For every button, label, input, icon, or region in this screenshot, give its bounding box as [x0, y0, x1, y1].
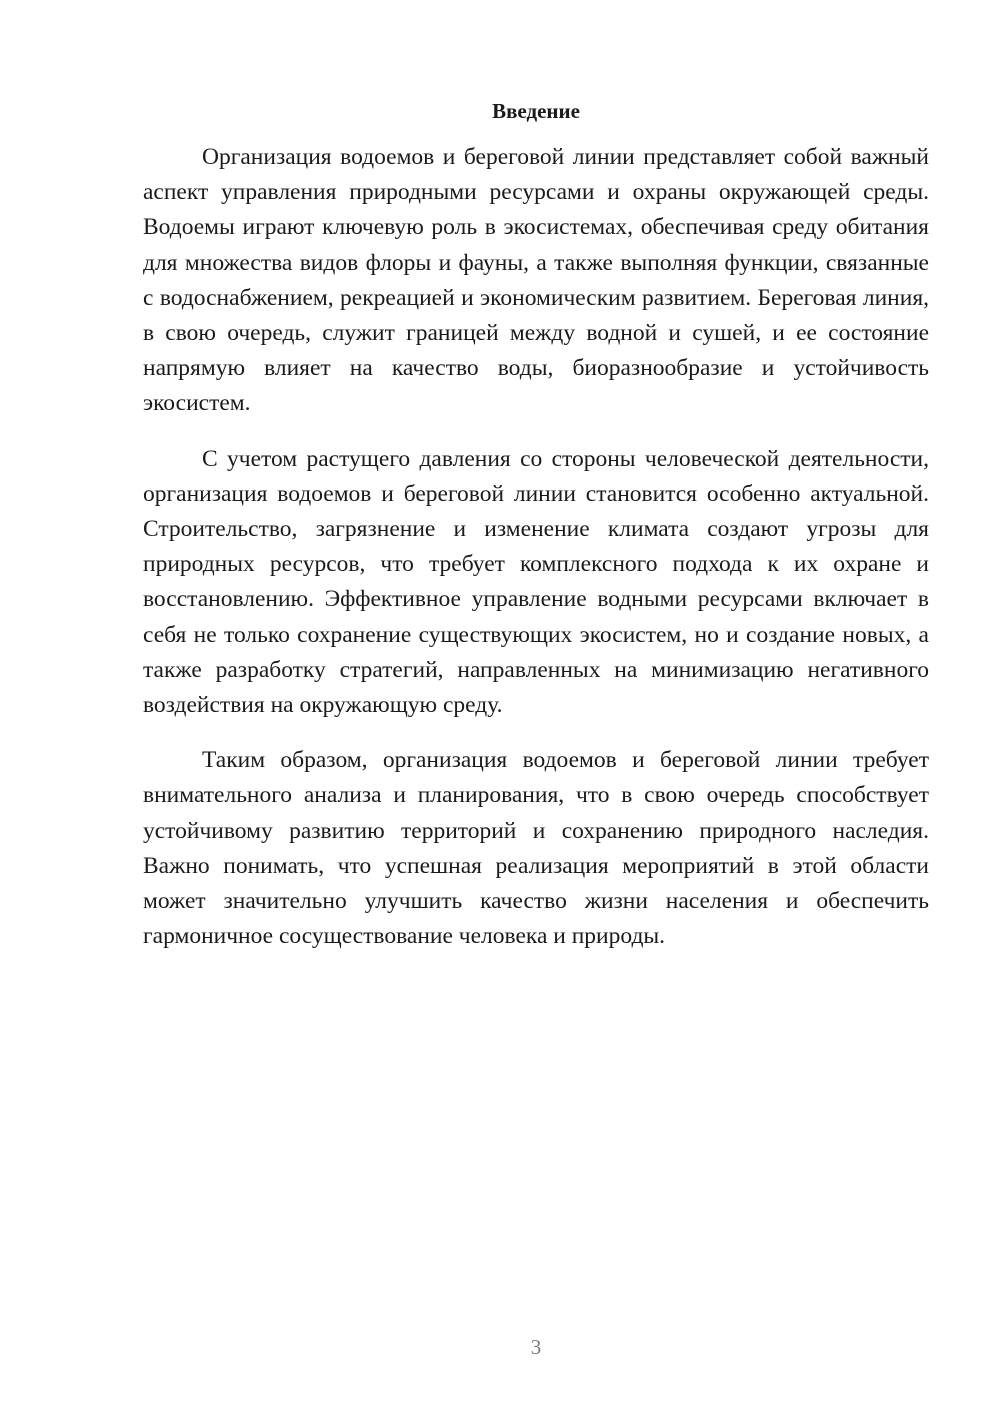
- paragraph-2: С учетом растущего давления со стороны человеческой деятельности, организация водоемов и береговой линии становится особенно актуальной. Строительство, загрязнение и изменение климата создают угрозы для природных ресурсов, что требует комплексного подхода к их охране и восстановлению. Эффективное управление водными ресурсами включает в себя не только сохранение существующих экосистем, но и создание новых, а также разработку стратегий, направленных на минимизацию негативного воздействия на окружающую среду.: [143, 445, 929, 719]
- paragraph-1: Организация водоемов и береговой линии представляет собой важный аспект управления природными ресурсами и охраны окружающей среды. Водоемы играют ключевую роль в экосистемах, обеспечивая среду обитания для множества видов флоры и фауны, а также выполняя функции, связанные с водоснабжением, рекреацией и экономическим развитием. Береговая линия, в свою очередь, служит границей между водной и сушей, и ее состояние напрямую влияет на качество воды, биоразнообразие и устойчивость экосистем.: [143, 144, 929, 417]
- body-text: [143, 140, 929, 974]
- section-heading: Введение: [492, 99, 580, 123]
- paragraph-3: Таким образом, организация водоемов и береговой линии требует внимательного анализа и планирования, что в свою очередь способствует устойчивому развитию территорий и сохранению природного наследия. Важно понимать, что успешная реализация мероприятий в этой области может значительно улучшить качество жизни населения и обеспечить гармоничное сосуществование человека и природы.: [143, 747, 929, 950]
- page-number: 3: [530, 1335, 542, 1359]
